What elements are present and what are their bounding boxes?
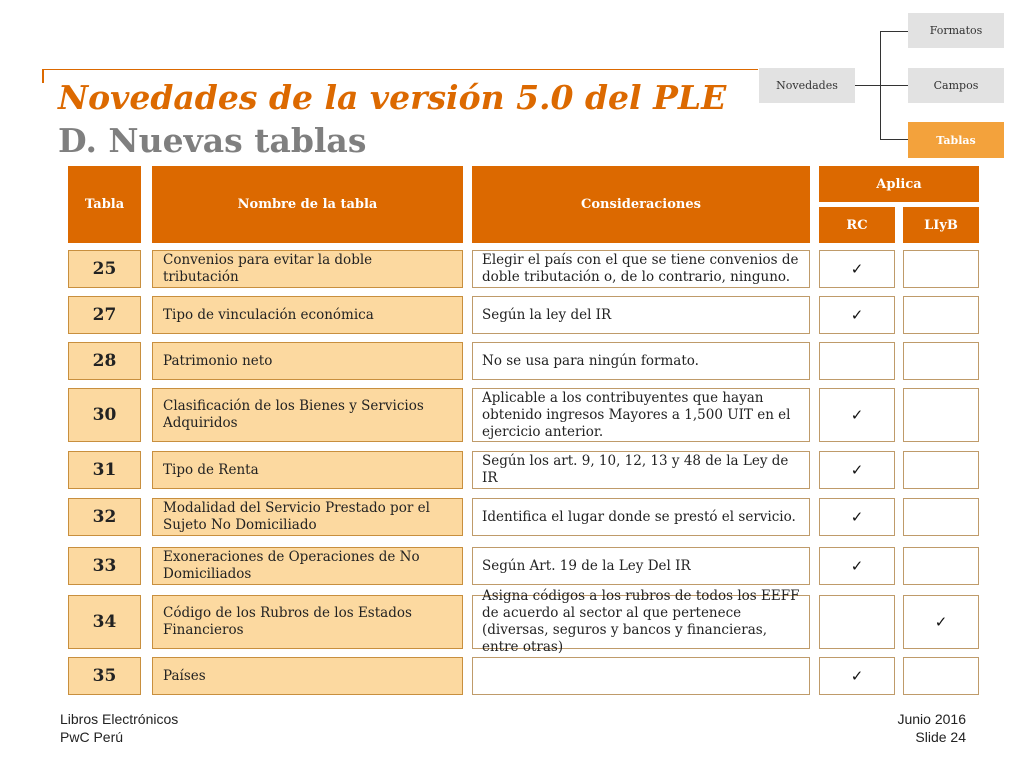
header-llyb: LIyB (903, 207, 979, 243)
table-row-consideraciones: Según la ley del IR (472, 296, 810, 334)
table-row-number: 31 (68, 451, 141, 489)
rc-check-icon: ✓ (819, 451, 895, 489)
footer-right (897, 710, 966, 746)
table-row-name: Países (152, 657, 463, 695)
llyb-check-icon (903, 342, 979, 380)
nav-connector-campos (880, 85, 908, 86)
header-aplica: Aplica (819, 166, 979, 202)
llyb-check-icon (903, 250, 979, 288)
llyb-check-icon: ✓ (903, 595, 979, 649)
nav-connector (855, 85, 881, 86)
nav-campos[interactable]: Campos (908, 68, 1004, 103)
table-row-name: Exoneraciones de Operaciones de No Domiciliados (152, 547, 463, 585)
table-row-consideraciones: Según Art. 19 de la Ley Del IR (472, 547, 810, 585)
llyb-check-icon (903, 296, 979, 334)
footer-left (60, 710, 178, 746)
nav-formatos[interactable]: Formatos (908, 13, 1004, 48)
table-row-name: Clasificación de los Bienes y Servicios Adquiridos (152, 388, 463, 442)
table-row-number: 34 (68, 595, 141, 649)
table-row-name: Código de los Rubros de los Estados Financieros (152, 595, 463, 649)
llyb-check-icon (903, 451, 979, 489)
table-row-number: 33 (68, 547, 141, 585)
header-nombre: Nombre de la tabla (152, 166, 463, 243)
title-accent-line (42, 69, 758, 70)
footer-company: PwC Perú (60, 729, 124, 745)
table-row-number: 27 (68, 296, 141, 334)
table-row-name: Tipo de vinculación económica (152, 296, 463, 334)
footer-date: Junio 2016 (897, 711, 966, 727)
nav-connector-tablas (880, 139, 908, 140)
table-row-consideraciones: Elegir el país con el que se tiene convenios de doble tributación o, de lo contrario, ninguno. (472, 250, 810, 288)
table-row-number: 35 (68, 657, 141, 695)
header-tabla: Tabla (68, 166, 141, 243)
llyb-check-icon (903, 547, 979, 585)
table-row-consideraciones: Identifica el lugar donde se prestó el servicio. (472, 498, 810, 536)
title-accent-bar (42, 69, 44, 83)
rc-check-icon: ✓ (819, 547, 895, 585)
table-row-consideraciones: Aplicable a los contribuyentes que hayan obtenido ingresos Mayores a 1,500 UIT en el ejercicio anterior. (472, 388, 810, 442)
table-row-consideraciones: No se usa para ningún formato. (472, 342, 810, 380)
rc-check-icon: ✓ (819, 498, 895, 536)
table-row-name: Tipo de Renta (152, 451, 463, 489)
nav-novedades[interactable]: Novedades (759, 68, 855, 103)
rc-check-icon: ✓ (819, 296, 895, 334)
nav-tablas[interactable]: Tablas (908, 122, 1004, 158)
table-row-number: 28 (68, 342, 141, 380)
llyb-check-icon (903, 388, 979, 442)
rc-check-icon: ✓ (819, 388, 895, 442)
nav-connector-formatos (880, 31, 908, 32)
page-title: Novedades de la versión 5.0 del PLE (58, 78, 727, 117)
table-row-name: Patrimonio neto (152, 342, 463, 380)
rc-check-icon (819, 342, 895, 380)
rc-check-icon (819, 595, 895, 649)
table-row-number: 30 (68, 388, 141, 442)
header-consideraciones: Consideraciones (472, 166, 810, 243)
page-subtitle: D. Nuevas tablas (58, 121, 367, 160)
footer-product: Libros Electrónicos (60, 711, 179, 727)
table-row-name: Modalidad del Servicio Prestado por el Sujeto No Domiciliado (152, 498, 463, 536)
llyb-check-icon (903, 498, 979, 536)
table-row-consideraciones: Según los art. 9, 10, 12, 13 y 48 de la Ley de IR (472, 451, 810, 489)
table-row-consideraciones (472, 657, 810, 695)
table-row-consideraciones: Asigna códigos a los rubros de todos los EEFF de acuerdo al sector al que pertenece (diversas, seguros y bancos y financieras, entre otras) (472, 595, 810, 649)
header-rc: RC (819, 207, 895, 243)
table-row-number: 32 (68, 498, 141, 536)
footer-slide-number: Slide 24 (915, 729, 966, 745)
rc-check-icon: ✓ (819, 657, 895, 695)
rc-check-icon: ✓ (819, 250, 895, 288)
table-row-number: 25 (68, 250, 141, 288)
llyb-check-icon (903, 657, 979, 695)
table-row-name: Convenios para evitar la doble tributación (152, 250, 463, 288)
